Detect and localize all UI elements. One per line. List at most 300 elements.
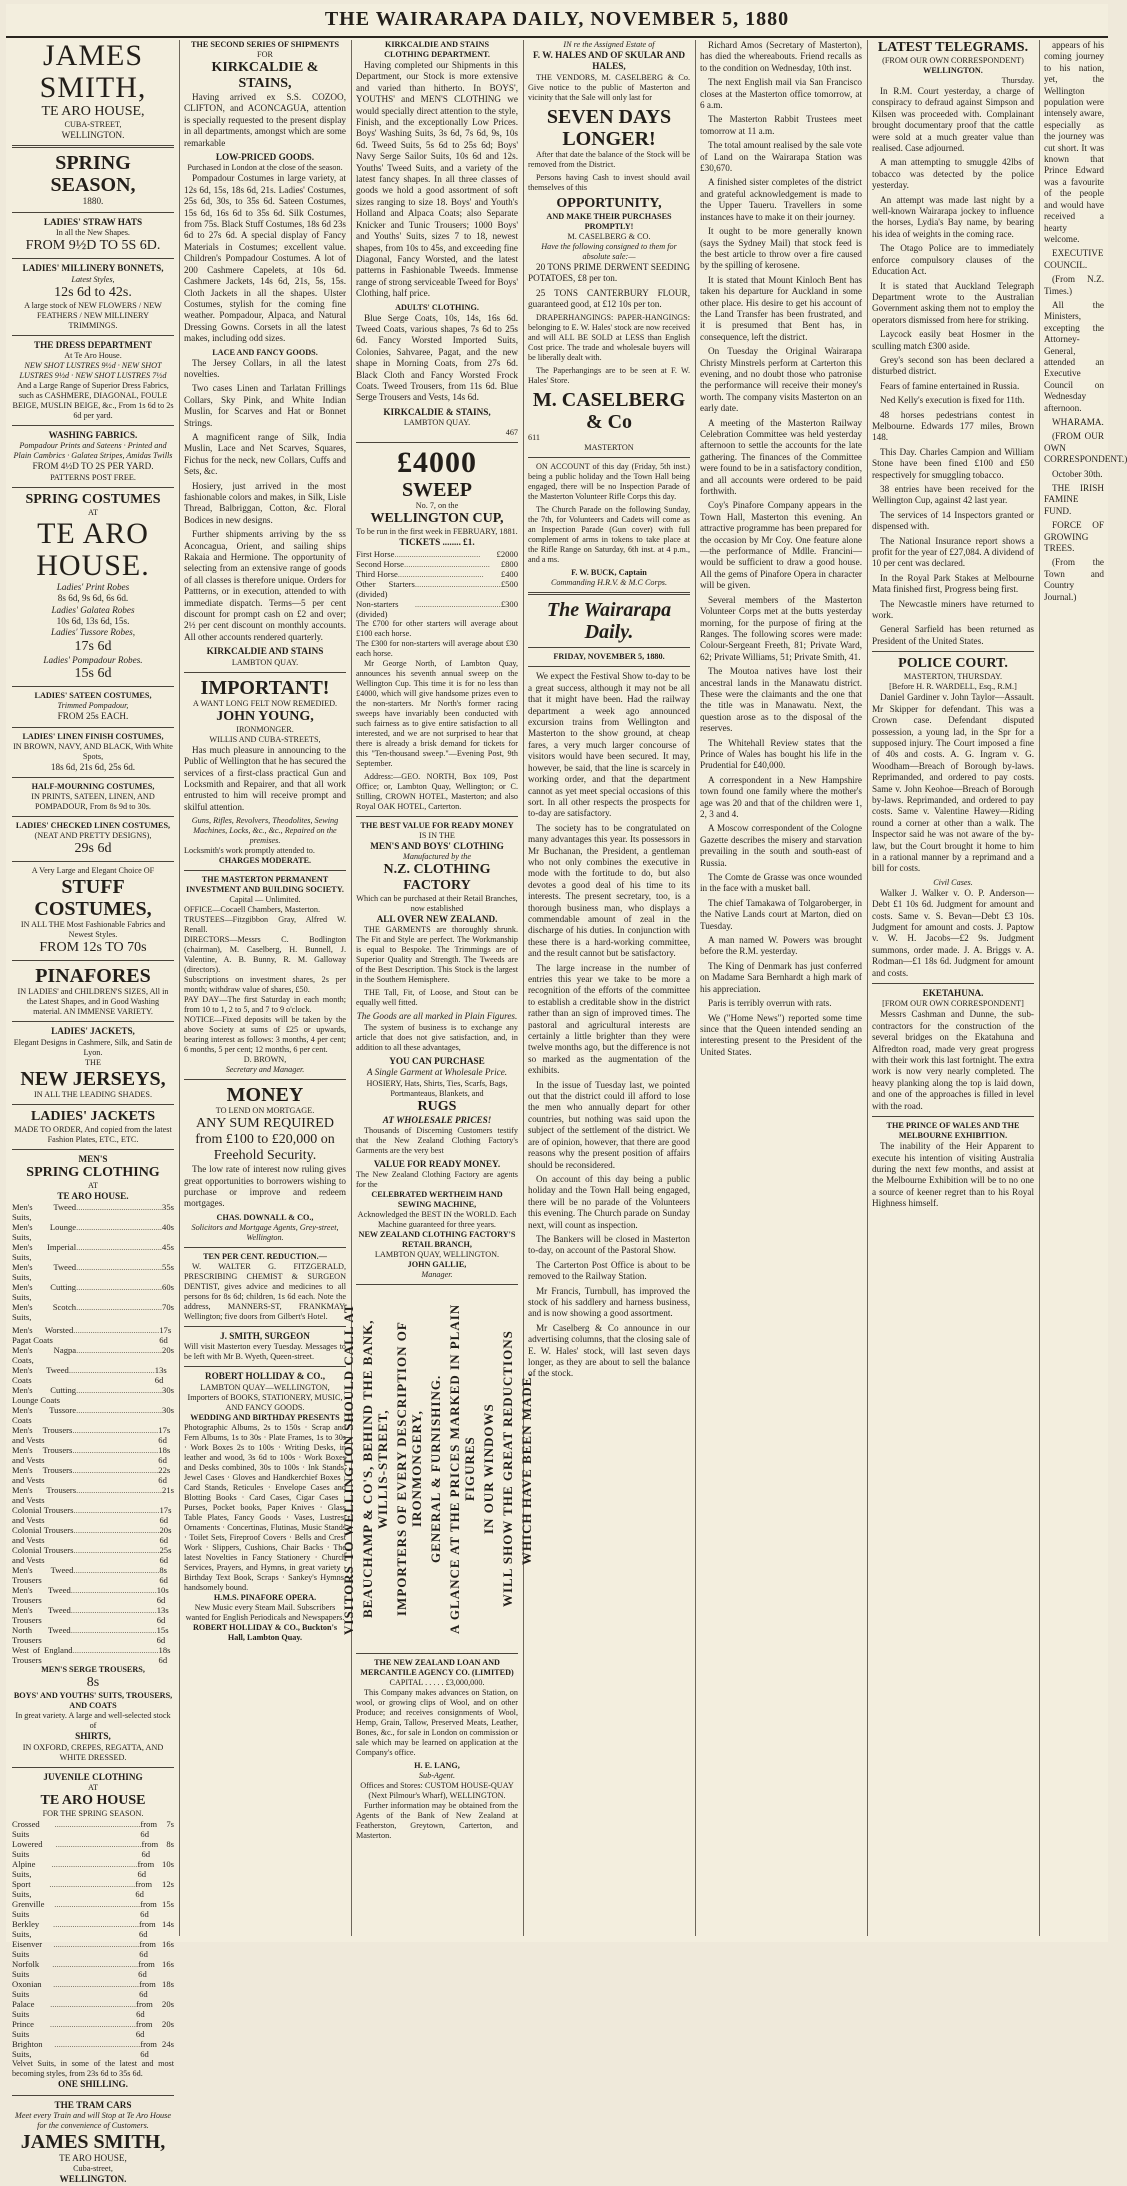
item-price: 20s <box>162 1345 174 1356</box>
item-price: 17s 6d <box>159 1325 172 1346</box>
editorial-paragraph: In the issue of Tuesday last, we pointed out that the district could ill afford to lose the men who annually depart for other countries, but nothing was said upon the subject of the settlement of the district. We are of opinion, however, that there are good reasons why the present position of affairs should be reconsidered. <box>528 1079 690 1170</box>
civil-cases-heading: Civil Cases. <box>933 877 973 887</box>
lang-office: Offices and Stores: CUSTOM HOUSE-QUAY (Next Pilmour's Wharf), WELLINGTON. <box>360 1781 514 1801</box>
item-name: Sport Suits, <box>12 1879 32 1900</box>
downall-sub: Solicitors and Mortgage Agents, Grey-street, Wellington. <box>191 1222 339 1242</box>
item-name: Men's Nagpa Coats, <box>12 1345 77 1366</box>
house-name-large: TE ARO HOUSE. <box>36 516 150 582</box>
suit-row <box>12 1262 174 1282</box>
coat-row <box>12 1365 174 1385</box>
coat-row <box>12 1585 174 1605</box>
leader-dots: ........................................ <box>72 1445 159 1456</box>
item-price: from 8s 6d <box>141 1839 174 1860</box>
shirts-heading: SHIRTS, <box>75 1731 111 1742</box>
telegram-paragraph: The Otago Police are to immediately enforce compulsory clauses of the Education Act. <box>872 243 1034 277</box>
permanent-society-heading: THE MASTERTON PERMANENT INVESTMENT AND BUILDING SOCIETY. <box>186 875 344 895</box>
item-name: Men's Imperial Suits, <box>12 1242 77 1263</box>
item-price: 13s 6d <box>154 1365 167 1386</box>
leader-dots: ........................................ <box>72 1645 159 1656</box>
factory-agents: The New Zealand Clothing Factory are agents for the <box>356 1170 518 1190</box>
tram-heading: THE TRAM CARS <box>54 2099 132 2110</box>
item-name: Palace Suits <box>12 1999 35 2020</box>
leader-dots: ........................................ <box>76 1222 163 1233</box>
item-price: from 16s 6d <box>139 1939 174 1960</box>
jackets-text: Elegant Designs in Cashmere, Silk, and Satin de Lyon. <box>13 1037 173 1057</box>
juvenile-season: FOR THE SPRING SEASON. <box>42 1809 144 1819</box>
item-name: Men's Trousers and Vests <box>12 1445 73 1466</box>
item-price: 30s <box>162 1405 174 1416</box>
item-price: £500 <box>500 578 518 589</box>
kirkcaldie-footer: KIRKCALDIE & STAINS, <box>383 406 491 417</box>
tall-text: THE Tall, Fit, of Loose, and Stout can be equally well fitted. <box>356 988 518 1008</box>
coat-row <box>12 1405 174 1425</box>
acknowledged-text: Acknowledged the BEST IN the WORLD. Each Machine guaranteed for three years. <box>357 1210 517 1230</box>
juvenile-row <box>12 1939 174 1959</box>
prize-row <box>356 559 518 569</box>
make-purchases: AND MAKE THEIR PURCHASES PROMPTLY! <box>546 211 672 231</box>
caselberg-town: MASTERTON <box>584 443 634 453</box>
kirkcaldie-footer: KIRKCALDIE AND STAINS <box>206 646 324 657</box>
sweep-address: Address:—GEO. NORTH, Box 109, Post Office; or, Lambton Quay, Wellington; or C. Stilling, CROWN HOTEL, Masterton; and also Royal OAK HOTEL, Carterton. <box>356 771 518 811</box>
partial-text: EXECUTIVE COUNCIL. <box>1044 248 1104 270</box>
money-sub: TO LEND ON MORTGAGE. <box>215 1106 315 1116</box>
wholesale-prices: AT WHOLESALE PRICES! <box>382 1114 492 1125</box>
telegrams-day: Thursday. <box>1001 76 1034 85</box>
half-mourning-heading: HALF-MOURNING COSTUMES, <box>31 782 155 792</box>
stuff-price: FROM 12s TO 70s <box>39 940 147 956</box>
print-robes-price: 8s 6d, 9s 6d, 6s 6d. <box>57 593 129 604</box>
leader-dots: ........................................ <box>403 558 490 569</box>
item-name: Crossed Suits <box>12 1819 40 1840</box>
costumes-at: AT <box>87 507 98 517</box>
advert-reference: 467 <box>505 428 518 438</box>
best-value-heading: THE BEST VALUE FOR READY MONEY <box>360 820 514 830</box>
coat-row <box>12 1445 174 1465</box>
linen-sub: IN BROWN, NAVY, AND BLACK, With White Spots, <box>13 741 173 761</box>
clothing-department-text: Having completed our Shipments in this Department, our Stock is more extensive and varied than hitherto. In BOYS', YOUTHS' and MEN'S CLOTHING we would specially direct attention to the style, Finish, and the exceptionally Low Prices. Boys' Washing Suits, 3s 6d, 7s 6d, 9s, 10s 6d. Tweed Suits, 5s 6d to 25s 6d; Boys' Navy Serge Sailor Suits, 10s 6d and 12s. Youths' Tweed Suits, and a variety of the latest fancy shapes. In all three classes of goods we hold a good assortment of soft sizes ranging to size 18. Boys' and Youth's Holland and Alpaca Coats; also Separate Knicker and Tunic Trousers; 1000 Boys' and Youths' Suits, sizes 7 to 18, newest shapes, from 10s to 45s, and exceeding fine Diagonal, Fancy Worsted, and the latest patterns in Fashionable Tweeds. Immense range of strong serviceable Tweed for Boys' Clothing, half price. <box>356 60 518 299</box>
divider <box>872 983 1034 984</box>
divider <box>12 212 174 213</box>
divider <box>184 1366 346 1367</box>
telegrams-body <box>872 86 1034 647</box>
low-priced-text: Purchased in London at the close of the season. <box>187 163 343 173</box>
town: WELLINGTON. <box>61 130 125 140</box>
locksmith-text: Locksmith's work promptly attended to. <box>184 846 315 856</box>
stuff-sub: IN ALL THE Most Fashionable Fabrics and Newest Styles. <box>20 920 166 940</box>
item-price: 17s 6d <box>159 1505 172 1526</box>
item-name: Lowered Suits <box>12 1839 43 1860</box>
coat-row <box>12 1385 174 1405</box>
item-name: Berkley Suits, <box>12 1919 40 1940</box>
you-can-purchase: YOU CAN PURCHASE <box>389 1055 485 1066</box>
prize-note: The £700 for other starters will average about £100 each horse. <box>356 618 518 638</box>
leader-dots: ........................................ <box>53 1919 139 1930</box>
leader-dots: ........................................ <box>76 1282 163 1293</box>
vertical-advert-line: IN OUR WINDOWS <box>480 1404 496 1535</box>
item-name: Men's Trousers and Vests <box>12 1425 73 1446</box>
ironmonger: IRONMONGER. <box>236 724 294 734</box>
coat-row <box>12 1525 174 1545</box>
season-heading: SPRING SEASON, <box>50 152 136 197</box>
item-price: 18s 6d <box>158 1445 171 1466</box>
partial-text: (From N.Z. Times.) <box>1044 274 1104 296</box>
news-paragraph: On Tuesday the Original Wairarapa Christy Minstrels perform at Carterton this evening, and no doubt those who patronise the performance will receive their money's worth. The company visits Masterton on an early date. <box>700 346 862 414</box>
divider <box>12 960 174 961</box>
newspaper-title: THE WAIRARAPA DAILY, NOVEMBER 5, 1880 <box>324 8 790 30</box>
leader-dots: ........................................ <box>70 1585 157 1596</box>
item-name: Men's Tweed Trousers <box>12 1565 74 1586</box>
telegram-paragraph: Grey's second son has been declared a disturbed district. <box>872 354 1034 377</box>
caselberg-co: M. CASELBERG & CO. <box>567 231 651 241</box>
news-paragraph: A finished sister completes of the district and grateful acknowledgement is made to the Upper Taueru. Travellers in some instances have to make it on their journey. <box>700 177 862 222</box>
linen-heading: LADIES' LINEN FINISH COSTUMES, <box>22 731 164 741</box>
divider <box>184 870 346 871</box>
leader-dots: ........................................ <box>49 2019 136 2030</box>
editorial-paragraph: The Carterton Post Office is about to be removed to the Railway Station. <box>528 1259 690 1282</box>
item-name: Norfolk Suits <box>12 1959 40 1980</box>
adults-text: Blue Serge Coats, 10s, 14s, 16s 6d. Tweed Coats, various shapes, 7s 6d to 25s 6d. Fancy Worsted Imported Suits, Colonies, Sahvaree, Pagat, and the new shape in Morning Coats, from 27s 6d. Black Cloth and Fancy Worsted Frock Coats. Tweed Trousers, from 11s 6d. Blue Serge Trousers and Vests, 14s 6d. <box>356 312 518 403</box>
prince-text: The inability of the Heir Apparent to execute his intention of visiting Australia during the next few months, and assist at the Melbourne Exhibition will be to no one a source of keener regret than to his Royal Highness himself. <box>872 1141 1034 1209</box>
leader-dots: ........................................ <box>53 1979 140 1990</box>
divider <box>356 816 518 817</box>
dress-heading: THE DRESS DEPARTMENT <box>34 339 152 350</box>
column-4-caselberg-and-editorial <box>528 40 696 1936</box>
vertical-advert-line: GENERAL & FURNISHING. <box>427 1375 443 1564</box>
leader-dots: ........................................ <box>76 1302 163 1313</box>
item-name: Colonial Trousers and Vests <box>12 1545 74 1566</box>
holliday-sub: LAMBTON QUAY—WELLINGTON, Importers of BOOKS, STATIONERY, MUSIC, AND FANCY GOODS. <box>187 1382 343 1412</box>
low-priced-heading: LOW-PRICED GOODS. <box>215 152 315 163</box>
hosiery-text: Hosiery, just arrived in the most fashionable colors and makes, in Silk, Lisle Thread, Balbriggan, Cotton, &c. Floral Bodices in new designs. <box>184 480 346 525</box>
vendors-text: THE VENDORS, M. CASELBERG & Co. Give notice to the public of Masterton and vicinity that the Sale will only last for <box>528 72 690 102</box>
juvenile-row <box>12 1879 174 1899</box>
coat-row <box>12 1425 174 1445</box>
pinafores-text: IN LADIES' and CHILDREN'S SIZES, All in the Latest Shapes, and in Good Washing material. AN IMMENSE VARIETY. <box>17 987 169 1017</box>
leader-dots: ........................................ <box>76 1262 163 1273</box>
wertheim-heading: CELEBRATED WERTHEIM HAND SEWING MACHINE, <box>371 1190 503 1210</box>
checked-heading: LADIES' CHECKED LINEN COSTUMES, <box>15 821 171 831</box>
half-mourning-sub: IN PRINTS, SATEEN, LINEN, AND POMPADOUR, From 8s 9d to 30s. <box>31 792 155 812</box>
item-name: Men's Cutting Lounge Coats <box>12 1385 77 1406</box>
item-price: from 20s 6d <box>136 1999 174 2020</box>
item-price: £800 <box>500 558 518 569</box>
item-price: 17s 6d <box>158 1425 171 1446</box>
hats-heading: LADIES' STRAW HATS <box>43 216 143 227</box>
editorial-paragraph: The society has to be congratulated on many advantages this year. Its possessors in Mr Buchanan, the President, a gentleman who not only combines the executive in mode with the fortitude to do, but also devotes a good deal of his time to its interests. The present secretary, too, is a thorough business man, who displays a commendable amount of zeal in the discharge of his duties. In conjunction with these there is a hard-working committee, and the result cannot but be satisfactory. <box>528 822 690 959</box>
charges-moderate: CHARGES MODERATE. <box>218 856 312 866</box>
news-paragraph: Paris is terribly overrun with rats. <box>708 998 832 1009</box>
linen-price: 18s 6d, 21s 6d, 25s 6d. <box>50 761 136 772</box>
leader-dots: ........................................ <box>70 1625 157 1636</box>
hales-heading: F. W. HALES AND OF SKULAR AND HALES, <box>533 50 685 72</box>
leader-dots: ........................................ <box>72 1465 159 1476</box>
telegram-paragraph: Ned Kelly's execution is fixed for 11th. <box>880 395 1025 406</box>
telegrams-heading: LATEST TELEGRAMS. <box>877 40 1029 55</box>
checked-sub: (NEAT AND PRETTY DESIGNS), <box>34 831 152 841</box>
divider <box>12 1104 174 1105</box>
item-name: Men's Tussore Coats <box>12 1405 77 1426</box>
eketahuna-sub: [FROM OUR OWN CORRESPONDENT] <box>882 999 1024 1009</box>
assigned-estate: IN re the Assigned Estate of <box>563 40 655 49</box>
manufactured-by: Manufactured by the <box>403 852 471 861</box>
tussore-robes: Ladies' Tussore Robes, <box>50 627 136 638</box>
juvenile-row <box>12 1899 174 1919</box>
juvenile-at: AT <box>87 1783 98 1793</box>
news-lead: Richard Amos (Secretary of Masterton), has died the whereabouts. Friend recalls as to the condition on Wednesday, 10th inst. <box>700 40 862 73</box>
paper-title: The Wairarapa Daily. <box>546 599 672 644</box>
bonnets-sub: Latest Styles, <box>71 274 115 284</box>
holliday-heading: ROBERT HOLLIDAY & CO., <box>204 1371 326 1382</box>
leader-dots: ........................................ <box>72 1425 159 1436</box>
police-court-before: [Before H. R. WARDELL, Esq., R.M.] <box>889 682 1017 692</box>
editorial-body <box>528 671 690 1379</box>
stuff-heading: STUFF COSTUMES, <box>34 876 152 921</box>
divider <box>12 425 174 426</box>
divider <box>12 145 174 148</box>
juvenile-row <box>12 1919 174 1939</box>
coat-row <box>12 1505 174 1525</box>
kirkcaldie-heading: KIRKCALDIE & STAINS, <box>211 60 319 91</box>
juvenile-row <box>12 1859 174 1879</box>
leader-dots: ........................................ <box>76 1405 163 1416</box>
tickets-line: TICKETS ........ £1. <box>399 537 475 548</box>
jackets-heading: LADIES' JACKETS, <box>51 1026 135 1037</box>
sweep-heading: SWEEP <box>401 479 473 502</box>
parade-notice: ON ACCOUNT of this day (Friday, 5th inst.) being a public holiday and the Town Hall being engaged, there will be no Inspection Parade of the Masterton Volunteer Rifle Corps this day. <box>528 462 690 502</box>
permanent-subscriptions: Subscriptions on investment shares, 2s per month; withdraw value of shares, £50. <box>184 975 346 995</box>
item-name: Non-starters (divided) <box>356 598 399 619</box>
footer-street: Cuba-street, <box>73 2164 113 2174</box>
juvenile-suits-list <box>12 1819 174 2059</box>
divider <box>184 1247 346 1248</box>
boys-sub: In great variety. A large and well-selected stock of <box>15 1711 171 1731</box>
divider <box>528 666 690 667</box>
item-price: 18s 6d <box>158 1645 171 1666</box>
paperhangings-text: DRAPERHANGINGS: PAPER-HANGINGS: belonging to E. W. Hales' stock are now received and will ALL BE SOLD at LESS than English Cost price. The trade and wholesale buyers will be liberally dealt with. <box>528 313 690 363</box>
telegram-paragraph: The Newcastle miners have returned to work. <box>872 598 1034 621</box>
lang-title: Sub-Agent. <box>418 1771 456 1781</box>
juvenile-row <box>12 1999 174 2019</box>
footer-town: WELLINGTON. <box>59 2174 127 2185</box>
rugs-heading: RUGS <box>417 1098 457 1114</box>
after-text: After that date the balance of the Stock will be removed from the District. <box>528 149 690 169</box>
reduction-heading: TEN PER CENT. REDUCTION.— <box>203 1251 327 1261</box>
jerseys-heading: NEW JERSEYS, <box>20 1067 166 1090</box>
item-price: 8s 6d <box>159 1565 168 1586</box>
pinafore-text: New Music every Steam Mail. Subscribers wanted for English Periodicals and Newspapers. <box>185 1602 345 1622</box>
item-name: Men's Tweed Suits, <box>12 1262 77 1283</box>
item-price: 22s 6d <box>158 1465 171 1486</box>
column-1-james-smith-advert <box>12 39 180 2185</box>
item-price: 21s <box>162 1485 174 1496</box>
dateline: FRIDAY, NOVEMBER 5, 1880. <box>553 652 665 662</box>
street: CUBA-STREET, <box>64 120 122 129</box>
clothing-house: TE ARO HOUSE. <box>57 1190 129 1201</box>
vertical-advert-line: IMPORTERS OF EVERY DESCRIPTION OF IRONMONGERY, <box>393 1322 424 1617</box>
partial-text: (FROM OUR OWN CORRESPONDENT.) <box>1044 431 1127 465</box>
smith-surgeon: J. SMITH, SURGEON <box>220 1330 310 1341</box>
retail-address: LAMBTON QUAY, WELLINGTON. <box>374 1250 500 1260</box>
all-over-nz: ALL OVER NEW ZEALAND. <box>376 914 498 924</box>
bonnets-price: 12s 6d to 42s. <box>54 284 132 300</box>
editorial-paragraph: We expect the Festival Show to-day to be a great success, although it may not be all that it might have been. Had the railway department a week ago announced excursion trains from Wellington and Masterton to the show ground, at cheap fares, a very much larger concourse of visitors would have been secured. It may, however, be said, that the line is scarcely in working order, and that the department cannot as yet meet special occasions of this sort. In all other respects the prospects for to-day are satisfactory. <box>528 671 690 819</box>
item-name: Other Starters (divided) <box>356 578 415 599</box>
shop-name: TE ARO HOUSE, <box>41 104 145 119</box>
best-value-sub: IS IN THE <box>419 830 455 840</box>
washing-heading: WASHING FABRICS. <box>48 430 138 441</box>
item-price: from 24s 6d <box>140 2039 174 2060</box>
tickets-price: £1. <box>463 537 475 548</box>
telegrams-town: WELLINGTON. <box>923 66 983 75</box>
mercantile-heading: THE NEW ZEALAND LOAN AND MERCANTILE AGENCY CO. (LIMITED) <box>360 1658 514 1678</box>
leader-dots: ........................................ <box>73 1565 160 1576</box>
shipments-heading: THE SECOND SERIES OF SHIPMENTS <box>190 40 340 49</box>
item-name: Men's Worsted Pagat Coats <box>12 1325 74 1346</box>
item-price: 30s <box>162 1385 174 1396</box>
item-name: Colonial Trousers and Vests <box>12 1505 74 1526</box>
telegram-paragraph: General Sarfield has been returned as President of the United States. <box>872 624 1034 646</box>
editorial-paragraph: Mr Caselberg & Co announce in our advertising columns, that the closing sale of E. W. Hales' stock, will last seven days longer, as they are about to sell the balance of the stock. <box>528 1322 690 1379</box>
stuff-intro: A Very Large and Elegant Choice OF <box>31 866 155 876</box>
item-price: from 16s 6d <box>138 1959 174 1980</box>
item-name: Men's Lounge Suits, <box>12 1222 77 1243</box>
telegram-paragraph: In the Royal Park Stakes at Melbourne Mata finished first, Progress being first. <box>872 572 1034 595</box>
holliday-footer: ROBERT HOLLIDAY & CO., Buckton's Hall, Lambton Quay. <box>192 1622 338 1642</box>
news-paragraph: The Comte de Grasse was once wounded in the face with a musket ball. <box>700 872 862 894</box>
ready-money-value: VALUE FOR READY MONEY. <box>373 1159 501 1170</box>
ulsters-sub: MADE TO ORDER, And copied from the latest Fashion Plates, ETC., ETC. <box>14 1124 172 1144</box>
item-price: 25s 6d <box>159 1545 172 1566</box>
divider <box>12 1149 174 1150</box>
sweep-amount: £4000 <box>397 446 477 480</box>
wedding-heading: WEDDING AND BIRTHDAY PRESENTS <box>190 1412 340 1422</box>
nz-clothing-factory: N.Z. CLOTHING FACTORY <box>383 862 491 893</box>
masthead <box>6 4 1108 38</box>
item-price: from 15s 6d <box>140 1899 174 1920</box>
coat-row <box>12 1625 174 1645</box>
eketahuna-text: Messrs Cashman and Dunne, the sub-contractors for the construction of the several bridges on the Ekatahuna and Alfredton road, made very great progress with their work this last fortnight. The extra work is now very nearly completed. The heavy planking along the top is laid down, and one of the approaches is filled in level with the road. <box>872 1009 1034 1111</box>
divider <box>528 457 690 458</box>
permanent-directors: DIRECTORS—Messrs C. Bodlington (chairman), M. Caselberg, H. Bunnell, J. Valentine, A. B. Bunny, R. M. Galloway (directors). <box>184 935 346 975</box>
item-name: Men's Trousers and Vests <box>12 1485 77 1506</box>
item-name: North Tweed Trousers <box>12 1625 71 1646</box>
adults-heading: ADULTS' CLOTHING. <box>395 302 479 312</box>
item-name: Men's Tweed Suits, <box>12 1202 77 1223</box>
divider <box>12 686 174 687</box>
divider <box>12 861 174 862</box>
divider <box>12 2095 174 2096</box>
sweep-number: No. 7, on the <box>415 501 459 511</box>
lambton-quay: LAMBTON QUAY. <box>403 418 471 428</box>
news-paragraph: Several members of the Masterton Volunteer Corps met at the butts yesterday morning, for the purpose of firing at the Ranges. The following scores were made: Colour-Sergeant Freeth, 81; Private Ward, 62; Private Williams, 51; Private Smith, 41. <box>700 594 862 662</box>
news-paragraph: It ought to be more generally known (says the Sydney Mail) that stock feed is the best article to throw over a fire caused by the spilling of kerosene. <box>700 226 862 271</box>
leader-dots: ........................................ <box>70 1605 157 1616</box>
partial-text: All the Ministers, excepting the Attorney-General, attended an Executive Council on Wednesday afternoon. <box>1044 299 1104 413</box>
flour-text: 25 TONS CANTERBURY FLOUR, guaranteed good, at £12 10s per ton. <box>528 287 690 310</box>
tussore-price: 17s 6d <box>74 638 112 654</box>
mens-boys-clothing: MEN'S AND BOYS' CLOTHING <box>370 840 504 851</box>
partial-text: THE IRISH FAMINE FUND. <box>1044 483 1104 516</box>
checked-price: 29s 6d <box>74 841 112 857</box>
leader-dots: ........................................ <box>73 1525 160 1536</box>
vertical-advert-line: WILL SHOW THE GREAT REDUCTIONS <box>499 1331 515 1608</box>
leader-dots: ........................................ <box>73 1325 160 1336</box>
news-paragraph: A Moscow correspondent of the Cologne Gazette describes the misery and starvation prevailing in the south and south-east of Russia. <box>700 823 862 868</box>
item-price: from 20s 6d <box>135 2019 174 2040</box>
leader-dots: ........................................ <box>73 1545 160 1556</box>
beauchamp-vertical-advert <box>340 1289 534 1649</box>
permanent-office: OFFICE—Cocaell Chambers, Masterton. <box>184 905 320 915</box>
mens-coats-trousers-list <box>12 1325 174 1665</box>
telegram-paragraph: 48 horses pedestrians contest in Melbourne. Edwards 177 miles, Brown 148. <box>872 409 1034 443</box>
sateen-heading: LADIES' SATEEN COSTUMES, <box>34 691 152 701</box>
suit-row <box>12 1242 174 1262</box>
leader-dots: ........................................ <box>50 1999 137 2010</box>
telegrams-sub: (FROM OUR OWN CORRESPONDENT) <box>882 56 1024 65</box>
leader-dots: ........................................ <box>394 548 481 559</box>
local-news-body <box>700 77 862 1058</box>
item-price: from 18s 6d <box>139 1979 174 2000</box>
further-info: Further information may be obtained from the Agents of the Bank of New Zealand at Featherston, Greytown, Carterton, and Masterton. <box>356 1801 518 1841</box>
telegram-paragraph: It is stated that Auckland Telegraph Department wrote to the Australian Government asking them not to employ the operators dismissed from here for striking. <box>872 280 1034 325</box>
eketahuna-heading: EKETAHUNA. <box>922 988 984 999</box>
costumes-heading: SPRING COSTUMES <box>25 491 161 507</box>
patterns: PATTERNS POST FREE. <box>50 472 136 482</box>
church-parade: The Church Parade on the following Sunday, the 7th, for Volunteers and Cadets will come as an Inspection Parade (Gun cover) with full complement of arms in tokens to take place at the Rifle Range on Saturday, 6th inst. at 4 p.m., and a ms. <box>528 505 690 565</box>
vertical-advert-line: VISITORS TO WELLINGTON SHOULD CALL AT <box>340 1303 356 1636</box>
prize-note-2: The £300 for non-starters will average about £30 each horse. <box>356 638 518 658</box>
leader-dots: ........................................ <box>55 1839 142 1850</box>
prize-list <box>356 549 518 619</box>
divider <box>872 651 1034 652</box>
divider <box>12 1767 174 1768</box>
leader-dots: ........................................ <box>76 1485 163 1496</box>
divider <box>12 816 174 817</box>
suit-row <box>12 1222 174 1242</box>
leader-dots: ........................................ <box>54 1819 141 1830</box>
item-name: Prince Suits <box>12 2019 34 2040</box>
potatoes-text: 20 TONS PRIME DERWENT SEEDING POTATOES, £8 per ton. <box>528 261 690 284</box>
mens-suits-list <box>12 1202 174 1322</box>
divider <box>356 1284 518 1285</box>
item-name: Grenville Suits <box>12 1899 45 1920</box>
system-text: The system of business is to exchange any article that does not give satisfaction, and, in addition to all these advantages, <box>356 1022 518 1052</box>
kirkcaldie-stains-heading: KIRKCALDIE AND STAINS <box>384 40 490 49</box>
divider <box>872 1116 1034 1117</box>
sateen-price: FROM 25s EACH. <box>57 711 129 722</box>
permanent-trustees: TRUSTEES—Fitzgibbon Gray, Alfred W. Renall. <box>184 915 346 935</box>
vertical-advert-line: BEAUCHAMP & CO'S, BEHIND THE BANK, WILLIS-STREET, <box>359 1320 390 1619</box>
fitzgerald-text: W. WALTER G. FITZGERALD, PRESCRIBING CHEMIST & SURGEON DENTIST, gives advice and medicines to all persons for 8s 6d; children, 1s 6d each. Note the address, MANNERS-ST, FRANKMAY, Wellington; five doors from Gilbert's Hotel. <box>184 1261 346 1321</box>
dress-sub: At Te Aro House. <box>64 351 122 361</box>
editorial-paragraph: On account of this day being a public holiday and the Town Hall being engaged, there will be no parade of the Volunteers this evening. The Church parade on Sunday next, will count as inspection. <box>528 1173 690 1230</box>
jersey-text: The Jersey Collars, in all the latest novelties. <box>184 357 346 379</box>
caselberg-reference: 611 <box>528 433 540 443</box>
item-price: 13s 6d <box>156 1605 169 1626</box>
want-text: A WANT LONG FELT NOW REMEDIED. <box>192 698 338 708</box>
leader-dots: ........................................ <box>49 1879 136 1890</box>
juvenile-row <box>12 2019 174 2039</box>
tram-text: Meet every Train and will Stop at Te Aro House for the convenience of Customers. <box>15 2110 171 2130</box>
column-6-telegrams-court <box>872 40 1040 1936</box>
single-garment: A Single Garment at Wholesale Price. <box>366 1067 508 1078</box>
item-name: Eisenver Suits <box>12 1939 43 1960</box>
leader-dots: ........................................ <box>68 1365 155 1376</box>
capital: CAPITAL . . . . . £3,000,000. <box>389 1678 485 1688</box>
item-name: First Horse <box>356 548 395 559</box>
paperhangings-note: The Paperhangings are to be seen at F. W. Hales' Store. <box>528 366 690 386</box>
item-name: Men's Tweed Coats <box>12 1365 69 1386</box>
